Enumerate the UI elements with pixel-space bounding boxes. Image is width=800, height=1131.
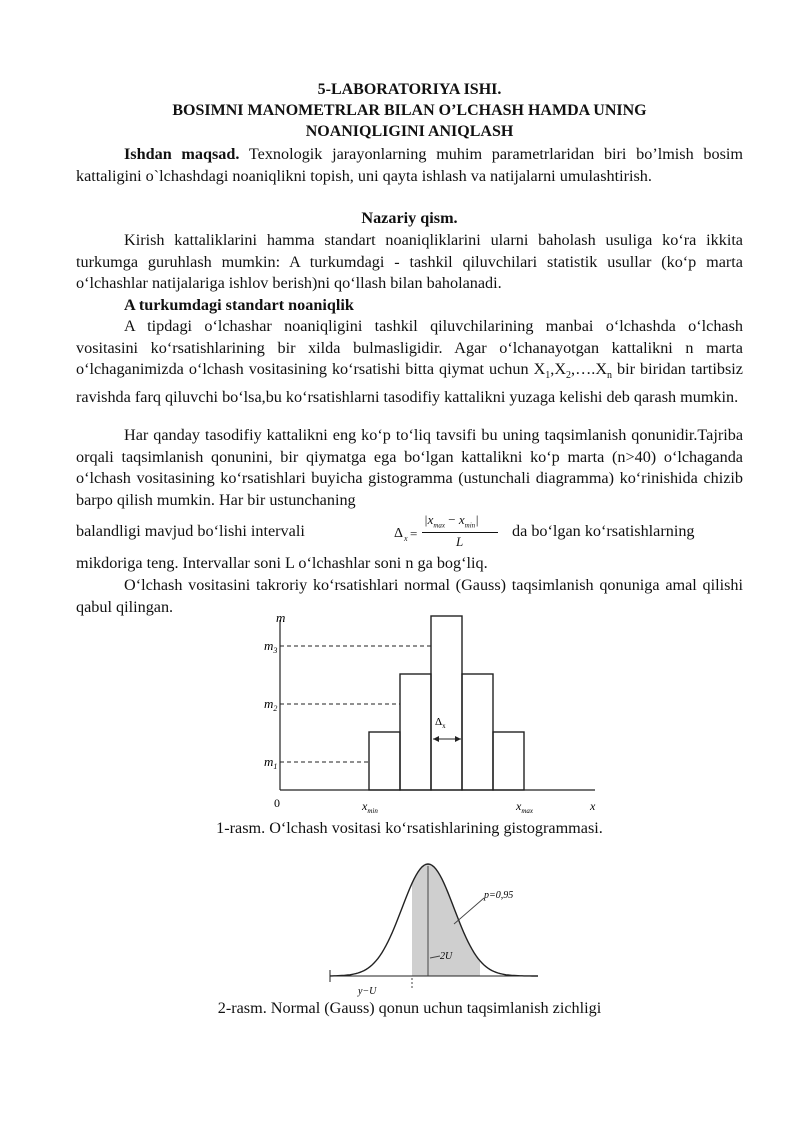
figure-2-caption: 2-rasm. Normal (Gauss) qonun uchun taqsimlanish zichligi xyxy=(217,999,602,1017)
delta-label: $\Delta_x$ xyxy=(435,716,446,730)
delta-arrow-left-head xyxy=(433,736,439,742)
delta-arrow-right-head xyxy=(455,736,461,742)
lab-title: 5-LABORATORIYA ISHI. xyxy=(317,81,502,98)
theory-heading: Nazariy qism. xyxy=(361,209,458,227)
var-x2: ,X xyxy=(550,360,567,379)
y-u-label: y−U xyxy=(358,986,377,997)
histogram-bar xyxy=(400,674,431,790)
figure-1-caption: 1-rasm. O‘lchash vositasi ko‘rsatishlarining gistogrammasi. xyxy=(216,819,603,837)
var-x: X xyxy=(533,360,546,379)
histogram-bar xyxy=(462,674,493,790)
paragraph-4: O‘lchash vositasini takroriy ko‘rsatishlari normal (Gauss) taqsimlanish qonuniga amal qilishi qabul qilingan. xyxy=(76,576,743,616)
histogram-figure xyxy=(250,612,610,822)
num-sub-max: max xyxy=(433,521,446,530)
num-minus: − xyxy=(445,512,459,527)
lab-subtitle-1: BOSIMNI MANOMETRLAR BILAN O’LCHASH HAMDA UNING xyxy=(172,102,647,119)
histogram-bar xyxy=(369,732,400,790)
paragraph-3: Har qanday tasodifiy kattalikni eng ko‘p to‘liq tavsifi bu uning taqsimlanish qonunidir.Tajriba orqali taqsimlanish qonunini, bir qiymatga ega bo‘lgan kattalikni ko‘p marta (n>40) o‘lchaganda o‘lchash vositasining ko‘rsatishlari buyicha gistogramma (ustunchali diagramma) ko‘rinishida chizib barpo qilish mumkin. Har bir ustunchaning xyxy=(76,426,743,509)
delta-formula xyxy=(394,512,504,552)
y-axis-label: m xyxy=(276,612,286,625)
sub-1: 1 xyxy=(545,370,551,382)
sub-2: 2 xyxy=(566,370,572,382)
formula-line-right-wrap xyxy=(512,521,743,543)
formula-line-left: balandligi mavjud bo‘lishi intervali xyxy=(76,522,305,540)
histogram-bar xyxy=(493,732,524,790)
origin-label: 0 xyxy=(274,796,280,810)
sub-n: n xyxy=(607,370,613,382)
formula-equals: = xyxy=(410,526,418,541)
paragraph-2 xyxy=(76,316,743,409)
formula-numerator: $|x_{max} - x_{min}|$ xyxy=(424,512,479,530)
xmax-label: $x_{max}$ xyxy=(516,799,533,815)
num-x2: x xyxy=(458,512,465,527)
p-label: p=0,95 xyxy=(484,890,514,901)
purpose-label: Ishdan maqsad. xyxy=(124,145,240,163)
num-x1: x xyxy=(427,512,434,527)
paragraph-2-text-b: bir biridan tartibsiz ravishda farq qiluvchi bo‘lsa,bu ko‘rsatishlarni tasodifiy kattalikni yuzaga kelishi deb qarash mumkin. xyxy=(76,360,743,407)
xmin-label: $x_{min}$ xyxy=(362,799,378,815)
p-leader xyxy=(454,898,484,924)
formula-fraction-bar xyxy=(422,532,498,533)
paragraph-3-end: mikdoriga teng. Intervallar soni L o‘lchashlar soni n ga bog‘liq. xyxy=(76,554,488,572)
formula-delta-sub: x xyxy=(404,534,408,543)
gauss-figure xyxy=(324,852,544,1002)
subheading-a-type: A turkumdagi standart noaniqlik xyxy=(124,296,354,314)
histogram-bar xyxy=(431,616,462,790)
x-axis-label: x xyxy=(590,799,596,813)
paragraph-1: Kirish kattaliklarini hamma standart noaniqliklarini ularni baholash usuliga ko‘ra ikkita turkumga guruhlash mumkin: A turkumdagi - tashkil qiluvchilari statistik usullar (ko‘p marta o‘lchashlar natijalariga ishlov berish)ni qo‘llash bilan baholanadi. xyxy=(76,231,743,293)
purpose-text: Texnologik jarayonlarning muhim parametrlaridan biri bo’lmish bosim kattaligini o`lchashdagi noaniqlikni topish, uni qayta ishlash va natijalarni umulashtirish. xyxy=(76,145,743,185)
m2-label: $m_2$ xyxy=(264,696,278,713)
formula-denominator: L xyxy=(456,534,464,549)
formula-line-right: da bo‘lgan ko‘rsatishlarning xyxy=(512,522,695,540)
purpose-paragraph xyxy=(76,144,743,187)
var-xn: ,….X xyxy=(571,360,608,379)
paragraph-2-text-a: A tipdagi o‘lchashar noaniqligini tashkil qiluvchilarining manbai o‘lchashda o‘lchash vositasini ko‘rsatishlarining bir xilda bulmasligidir. Agar o‘lchanayotgan kattalikni n marta o‘lchaganimizda o‘lchash vositasining ko‘rsatishi bitta qiymat uchun xyxy=(76,317,743,379)
formula-delta: Δ xyxy=(394,526,404,541)
histogram-bars xyxy=(369,616,524,790)
2u-label: 2U xyxy=(440,951,453,962)
num-sub-min: min xyxy=(464,521,476,530)
lab-subtitle-2: NOANIQLIGINI ANIQLASH xyxy=(305,123,514,140)
m1-label: $m_1$ xyxy=(264,754,278,771)
m3-label: $m_3$ xyxy=(264,638,278,655)
